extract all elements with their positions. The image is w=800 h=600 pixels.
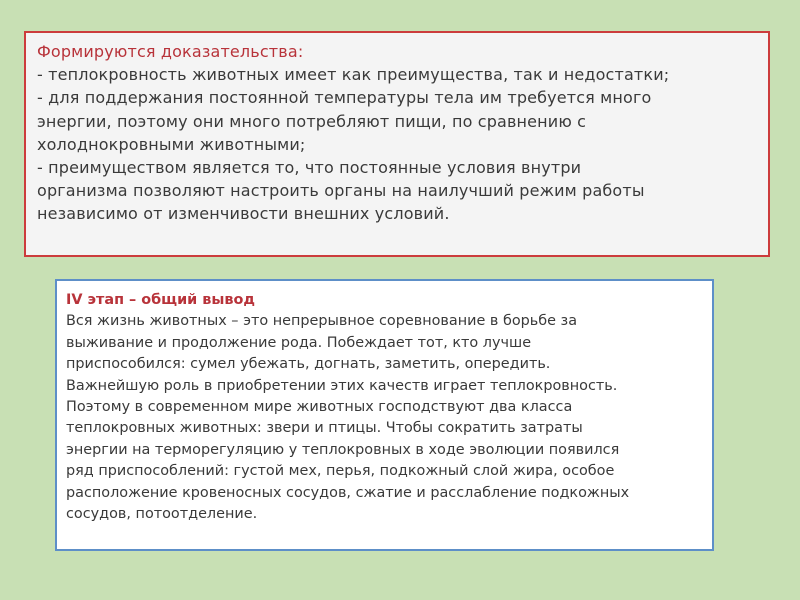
- conclusion-line: Вся жизнь животных – это непрерывное соревнование в борьбе за: [66, 313, 578, 330]
- conclusion-line: теплокровных животных: звери и птицы. Чтобы сократить затраты: [66, 420, 583, 437]
- conclusion-line: приспособился: сумел убежать, догнать, заметить, опередить.: [66, 356, 551, 373]
- evidence-box: [24, 31, 770, 257]
- evidence-heading: Формируются доказательства:: [37, 42, 304, 61]
- conclusion-line: выживание и продолжение рода. Побеждает тот, кто лучше: [66, 334, 532, 351]
- evidence-line: холоднокровными животными;: [37, 134, 306, 154]
- evidence-line: - теплокровность животных имеет как преимущества, так и недостатки;: [37, 65, 670, 85]
- evidence-line: энергии, поэтому они много потребляют пищи, по сравнению с: [37, 111, 587, 131]
- conclusion-heading: IV этап – общий вывод: [66, 292, 255, 308]
- conclusion-line: Поэтому в современном мире животных господствуют два класса: [66, 399, 573, 416]
- conclusion-line: расположение кровеносных сосудов, сжатие и расслабление подкожных: [66, 484, 630, 501]
- conclusion-line: ряд приспособлений: густой мех, перья, подкожный слой жира, особое: [66, 463, 615, 480]
- conclusion-line: Важнейшую роль в приобретении этих качеств играет теплокровность.: [66, 377, 618, 394]
- conclusion-line: энергии на терморегуляцию у теплокровных в ходе эволюции появился: [66, 441, 620, 458]
- evidence-line: - преимуществом является то, что постоянные условия внутри: [37, 158, 582, 178]
- evidence-line: - для поддержания постоянной температуры тела им требуется много: [37, 88, 652, 108]
- evidence-line: независимо от изменчивости внешних условий.: [37, 204, 450, 224]
- conclusion-line: сосудов, потоотделение.: [66, 506, 258, 523]
- evidence-line: организма позволяют настроить органы на наилучший режим работы: [37, 181, 645, 201]
- conclusion-box: [55, 279, 714, 551]
